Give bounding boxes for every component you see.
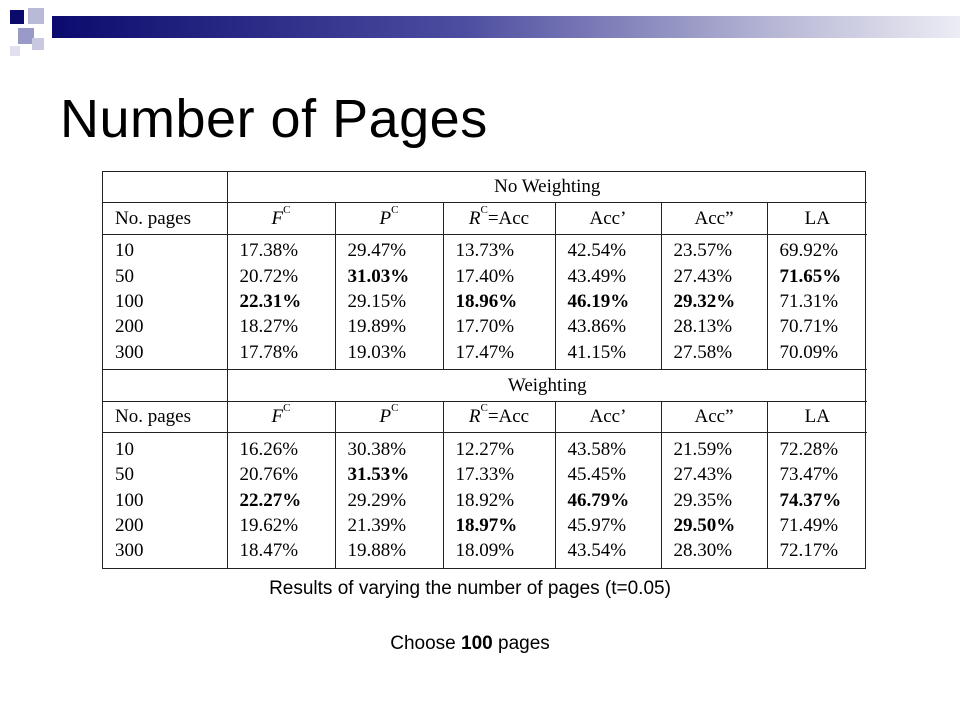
results-table-container: [102, 171, 866, 569]
column-header-acc2: Acc”: [661, 401, 767, 432]
column-header-fc: $F^C$: [227, 203, 335, 234]
column-header-la: LA: [767, 401, 867, 432]
table-caption: Results of varying the number of pages (t=0.05): [269, 578, 671, 599]
section-header-row: [103, 370, 867, 401]
column-header-row: [103, 401, 867, 432]
column-header-acc1: Acc’: [555, 401, 661, 432]
table-row: 100 22.31% 29.15% 18.96% 46.19% 29.32% 71.31%: [103, 289, 867, 314]
table-row: 200 19.62% 21.39% 18.97% 45.97% 29.50% 71.49%: [103, 513, 867, 538]
column-header-rc: $R^C=Acc$: [443, 401, 555, 432]
column-header-acc1: Acc’: [555, 203, 661, 234]
table-row: 10 16.26% 30.38% 12.27% 43.58% 21.59% 72.28%: [103, 433, 867, 463]
column-header-pc: $P^C$: [335, 401, 443, 432]
column-header-la: LA: [767, 203, 867, 234]
decorative-square: [10, 46, 20, 56]
table-row: 300 18.47% 19.88% 18.09% 43.54% 28.30% 72.17%: [103, 539, 867, 568]
column-header-pc: $P^C$: [335, 203, 443, 234]
table-row: 300 17.78% 19.03% 17.47% 41.15% 27.58% 70.09%: [103, 340, 867, 370]
decorative-square: [32, 38, 44, 50]
column-header-fc: $F^C$: [227, 401, 335, 432]
column-header-acc2: Acc”: [661, 203, 767, 234]
section-title: Weighting: [227, 370, 867, 401]
page-title: Number of Pages: [60, 89, 488, 149]
results-table: [103, 172, 867, 568]
decorative-square: [28, 8, 44, 24]
decorative-square: [10, 10, 24, 24]
header-gradient-bar: [52, 16, 960, 38]
table-row: 50 20.76% 31.53% 17.33% 45.45% 27.43% 73.47%: [103, 463, 867, 488]
section-title: No Weighting: [227, 172, 867, 203]
column-header-no-pages: No. pages: [103, 203, 227, 234]
section-header-row: [103, 172, 867, 203]
table-row: 50 20.72% 31.03% 17.40% 43.49% 27.43% 71.65%: [103, 264, 867, 289]
conclusion-note: Choose 100 pages: [390, 633, 550, 654]
column-header-no-pages: No. pages: [103, 401, 227, 432]
table-row: 200 18.27% 19.89% 17.70% 43.86% 28.13% 70.71%: [103, 315, 867, 340]
table-row: 100 22.27% 29.29% 18.92% 46.79% 29.35% 74.37%: [103, 488, 867, 513]
table-row: 10 17.38% 29.47% 13.73% 42.54% 23.57% 69.92%: [103, 234, 867, 264]
column-header-rc: $R^C=Acc$: [443, 203, 555, 234]
column-header-row: [103, 203, 867, 234]
